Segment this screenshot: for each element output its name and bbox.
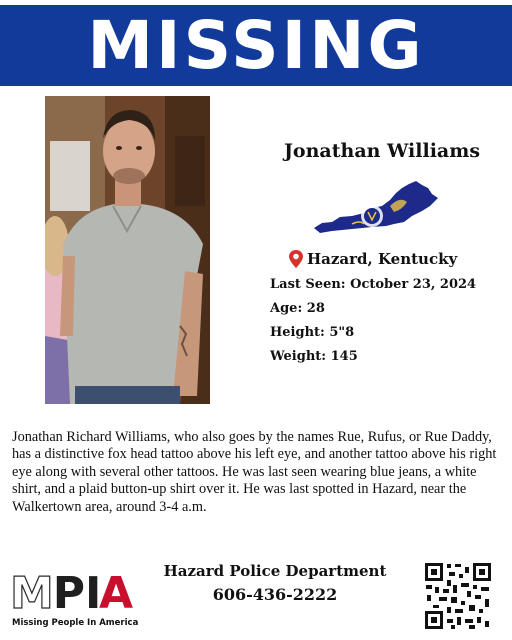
person-photo (45, 96, 210, 404)
height: Height: 5"8 (270, 325, 355, 340)
location (288, 248, 457, 270)
map-pin-icon (288, 249, 304, 269)
age: Age: 28 (270, 301, 325, 316)
contact-phone[interactable]: 606-436-2222 (212, 585, 338, 604)
last-seen: Last Seen: October 23, 2024 (270, 277, 477, 292)
mpia-logo (10, 568, 139, 630)
kentucky-state-flag-map (312, 176, 440, 238)
banner-title: MISSING (87, 6, 425, 84)
location-text: Hazard, Kentucky (307, 250, 458, 268)
weight: Weight: 145 (270, 349, 358, 364)
logo-tagline: Missing People In America (12, 618, 139, 628)
missing-banner (0, 5, 512, 86)
logo-wordmark: M P I A (10, 568, 134, 619)
qr-code[interactable] (423, 561, 493, 631)
police-department: Hazard Police Department (163, 562, 387, 580)
person-name: Jonathan Williams (283, 140, 481, 162)
description: Jonathan Richard Williams, who also goes by the names Rue, Rufus, or Rue Daddy, has a distinctive fox head tattoo above his left eye, and another tattoo above his right eye along with several other tattoos. He was last seen wearing blue jeans, a white shirt, and a plaid button-up shirt over it. He was last spotted in Hazard, near the Walkertown area, around 3-4 a.m. (12, 429, 497, 515)
